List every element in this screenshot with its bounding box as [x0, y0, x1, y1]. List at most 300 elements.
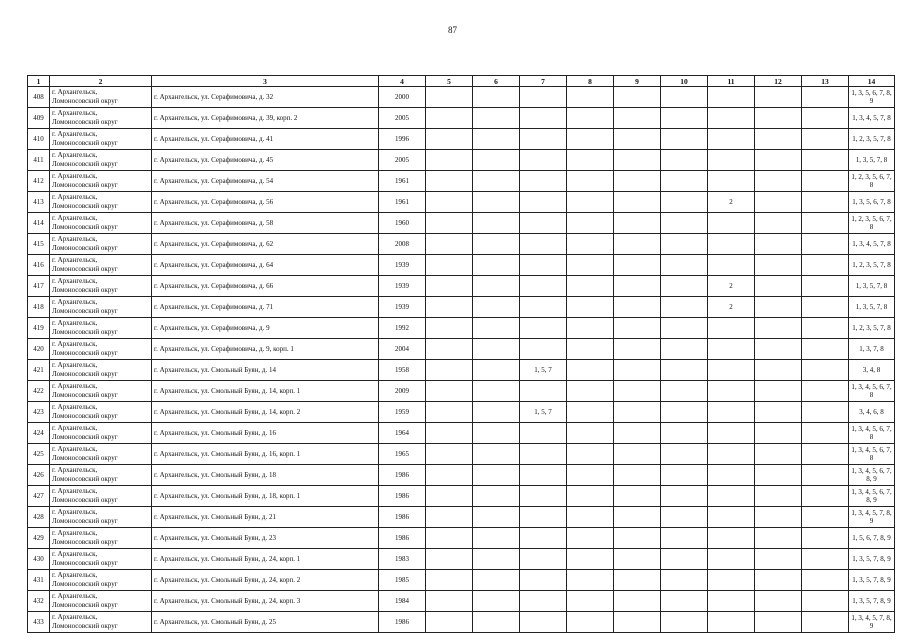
year-cell: 1983 [379, 549, 426, 570]
col11-cell [708, 87, 755, 108]
col13-cell [802, 276, 849, 297]
row-number: 409 [28, 108, 50, 129]
col10-cell [661, 234, 708, 255]
locality-cell [50, 381, 152, 402]
col6-cell [473, 87, 520, 108]
year-cell: 1986 [379, 612, 426, 633]
table-row [28, 360, 895, 381]
col13-cell [802, 255, 849, 276]
col12-cell [755, 507, 802, 528]
column-header-9: 9 [614, 76, 661, 87]
address-cell: г. Архангельск, ул. Серафимовича, д. 56 [152, 192, 379, 213]
col12-cell [755, 591, 802, 612]
year-cell: 2000 [379, 87, 426, 108]
locality-cell [50, 192, 152, 213]
address-cell: г. Архангельск, ул. Смольный Буян, д. 24, корп. 3 [152, 591, 379, 612]
col14-cell: 1, 2, 3, 5, 7, 8 [849, 129, 895, 150]
col13-cell [802, 129, 849, 150]
col8-cell [567, 171, 614, 192]
col14-cell: 1, 2, 3, 5, 6, 7, 8 [849, 213, 895, 234]
col5-cell [426, 213, 473, 234]
col11-cell [708, 612, 755, 633]
col10-cell [661, 570, 708, 591]
row-number: 415 [28, 234, 50, 255]
row-number: 408 [28, 87, 50, 108]
col10-cell [661, 318, 708, 339]
col11-cell: 2 [708, 192, 755, 213]
col6-cell [473, 423, 520, 444]
col5-cell [426, 402, 473, 423]
row-number: 417 [28, 276, 50, 297]
locality-city: г. Архангельск, [52, 297, 98, 306]
table-row [28, 297, 895, 318]
row-number: 431 [28, 570, 50, 591]
col8-cell [567, 339, 614, 360]
locality-cell [50, 297, 152, 318]
year-cell: 2009 [379, 381, 426, 402]
column-header-12: 12 [755, 76, 802, 87]
locality-city: г. Архангельск, [52, 486, 98, 495]
table-row [28, 234, 895, 255]
col13-cell [802, 507, 849, 528]
address-cell: г. Архангельск, ул. Серафимовича, д. 32 [152, 87, 379, 108]
col14-cell: 3, 4, 6, 8 [849, 402, 895, 423]
col9-cell [614, 423, 661, 444]
col10-cell [661, 276, 708, 297]
locality-city: г. Архангельск, [52, 108, 98, 117]
col12-cell [755, 528, 802, 549]
col11-cell [708, 591, 755, 612]
address-cell: г. Архангельск, ул. Смольный Буян, д. 23 [152, 528, 379, 549]
row-number: 433 [28, 612, 50, 633]
locality-cell [50, 255, 152, 276]
table-row [28, 486, 895, 507]
locality-district: Ломоносовский округ [52, 139, 118, 147]
table-row [28, 339, 895, 360]
col5-cell [426, 570, 473, 591]
col13-cell [802, 570, 849, 591]
table-row [28, 612, 895, 633]
address-cell: г. Архангельск, ул. Серафимовича, д. 58 [152, 213, 379, 234]
col5-cell [426, 486, 473, 507]
col6-cell [473, 381, 520, 402]
locality-district: Ломоносовский округ [52, 307, 118, 315]
data-table [27, 75, 895, 633]
col13-cell [802, 444, 849, 465]
col7-cell [520, 423, 567, 444]
col7-cell [520, 465, 567, 486]
table-row [28, 150, 895, 171]
locality-cell [50, 276, 152, 297]
col12-cell [755, 150, 802, 171]
col11-cell [708, 213, 755, 234]
col13-cell [802, 549, 849, 570]
col13-cell [802, 150, 849, 171]
locality-district: Ломоносовский округ [52, 97, 118, 105]
col12-cell [755, 297, 802, 318]
col6-cell [473, 402, 520, 423]
col7-cell [520, 570, 567, 591]
table-row [28, 549, 895, 570]
col14-cell: 1, 3, 4, 5, 6, 7, 8, 9 [849, 465, 895, 486]
locality-cell [50, 234, 152, 255]
col11-cell [708, 129, 755, 150]
col7-cell [520, 87, 567, 108]
col8-cell [567, 381, 614, 402]
locality-cell [50, 129, 152, 150]
col14-cell: 1, 2, 3, 5, 7, 8 [849, 255, 895, 276]
locality-cell [50, 591, 152, 612]
col5-cell [426, 192, 473, 213]
col11-cell [708, 549, 755, 570]
col11-cell [708, 150, 755, 171]
table-row [28, 528, 895, 549]
col10-cell [661, 255, 708, 276]
column-header-2: 2 [50, 76, 152, 87]
col13-cell [802, 486, 849, 507]
locality-district: Ломоносовский округ [52, 286, 118, 294]
col6-cell [473, 192, 520, 213]
col8-cell [567, 591, 614, 612]
col14-cell: 1, 3, 4, 5, 7, 8, 9 [849, 507, 895, 528]
col9-cell [614, 255, 661, 276]
year-cell: 1939 [379, 297, 426, 318]
col7-cell [520, 318, 567, 339]
locality-cell [50, 108, 152, 129]
row-number: 427 [28, 486, 50, 507]
col11-cell [708, 570, 755, 591]
locality-district: Ломоносовский округ [52, 265, 118, 273]
locality-city: г. Архангельск, [52, 360, 98, 369]
col5-cell [426, 171, 473, 192]
year-cell: 2008 [379, 234, 426, 255]
col6-cell [473, 528, 520, 549]
locality-district: Ломоносовский округ [52, 538, 118, 546]
col14-cell: 1, 3, 5, 7, 8, 9 [849, 549, 895, 570]
col6-cell [473, 213, 520, 234]
locality-cell [50, 318, 152, 339]
locality-cell [50, 570, 152, 591]
col10-cell [661, 192, 708, 213]
row-number: 424 [28, 423, 50, 444]
col8-cell [567, 213, 614, 234]
locality-cell [50, 549, 152, 570]
locality-city: г. Архангельск, [52, 192, 98, 201]
col11-cell [708, 360, 755, 381]
col14-cell: 1, 3, 4, 5, 7, 8 [849, 108, 895, 129]
col12-cell [755, 486, 802, 507]
col13-cell [802, 318, 849, 339]
col9-cell [614, 276, 661, 297]
col9-cell [614, 612, 661, 633]
address-cell: г. Архангельск, ул. Серафимовича, д. 66 [152, 276, 379, 297]
address-cell: г. Архангельск, ул. Серафимовича, д. 71 [152, 297, 379, 318]
col8-cell [567, 360, 614, 381]
column-header-7: 7 [520, 76, 567, 87]
col7-cell [520, 591, 567, 612]
row-number: 422 [28, 381, 50, 402]
col8-cell [567, 486, 614, 507]
row-number: 412 [28, 171, 50, 192]
table-row [28, 87, 895, 108]
col5-cell [426, 318, 473, 339]
address-cell: г. Архангельск, ул. Смольный Буян, д. 14, корп. 2 [152, 402, 379, 423]
table-row [28, 276, 895, 297]
col13-cell [802, 591, 849, 612]
col7-cell [520, 276, 567, 297]
col11-cell: 2 [708, 276, 755, 297]
address-cell: г. Архангельск, ул. Смольный Буян, д. 18, корп. 1 [152, 486, 379, 507]
col8-cell [567, 297, 614, 318]
col7-cell [520, 171, 567, 192]
col7-cell [520, 339, 567, 360]
locality-cell [50, 171, 152, 192]
locality-city: г. Архангельск, [52, 465, 98, 474]
column-header-10: 10 [661, 76, 708, 87]
col10-cell [661, 549, 708, 570]
col10-cell [661, 402, 708, 423]
locality-cell [50, 486, 152, 507]
row-number: 428 [28, 507, 50, 528]
col9-cell [614, 402, 661, 423]
col14-cell: 3, 4, 8 [849, 360, 895, 381]
year-cell: 1959 [379, 402, 426, 423]
col13-cell [802, 423, 849, 444]
col10-cell [661, 339, 708, 360]
table-row [28, 402, 895, 423]
year-cell: 1960 [379, 213, 426, 234]
col13-cell [802, 465, 849, 486]
col10-cell [661, 87, 708, 108]
col7-cell: 1, 5, 7 [520, 402, 567, 423]
col5-cell [426, 465, 473, 486]
col14-cell: 1, 5, 6, 7, 8, 9 [849, 528, 895, 549]
col7-cell [520, 297, 567, 318]
col9-cell [614, 549, 661, 570]
column-header-1: 1 [28, 76, 50, 87]
address-cell: г. Архангельск, ул. Смольный Буян, д. 14 [152, 360, 379, 381]
col11-cell [708, 423, 755, 444]
row-number: 411 [28, 150, 50, 171]
col7-cell [520, 381, 567, 402]
col12-cell [755, 129, 802, 150]
col10-cell [661, 297, 708, 318]
table-row [28, 171, 895, 192]
col9-cell [614, 87, 661, 108]
col13-cell [802, 213, 849, 234]
locality-city: г. Архангельск, [52, 234, 98, 243]
address-cell: г. Архангельск, ул. Смольный Буян, д. 18 [152, 465, 379, 486]
year-cell: 1939 [379, 255, 426, 276]
column-header-6: 6 [473, 76, 520, 87]
table-row [28, 129, 895, 150]
col11-cell [708, 381, 755, 402]
col6-cell [473, 549, 520, 570]
col10-cell [661, 171, 708, 192]
col12-cell [755, 360, 802, 381]
col11-cell [708, 486, 755, 507]
locality-cell [50, 444, 152, 465]
year-cell: 1939 [379, 276, 426, 297]
col6-cell [473, 507, 520, 528]
locality-district: Ломоносовский округ [52, 349, 118, 357]
column-header-14: 14 [849, 76, 895, 87]
col9-cell [614, 507, 661, 528]
col14-cell: 1, 3, 4, 5, 6, 7, 8 [849, 423, 895, 444]
col10-cell [661, 129, 708, 150]
col7-cell [520, 192, 567, 213]
col13-cell [802, 339, 849, 360]
locality-city: г. Архангельск, [52, 423, 98, 432]
col6-cell [473, 276, 520, 297]
locality-cell [50, 360, 152, 381]
col6-cell [473, 339, 520, 360]
col5-cell [426, 360, 473, 381]
col10-cell [661, 444, 708, 465]
col13-cell [802, 402, 849, 423]
col8-cell [567, 318, 614, 339]
col12-cell [755, 171, 802, 192]
year-cell: 1961 [379, 192, 426, 213]
locality-district: Ломоносовский округ [52, 244, 118, 252]
col14-cell: 1, 3, 4, 5, 7, 8, 9 [849, 612, 895, 633]
col12-cell [755, 381, 802, 402]
col8-cell [567, 87, 614, 108]
locality-district: Ломоносовский округ [52, 328, 118, 336]
col12-cell [755, 318, 802, 339]
col7-cell [520, 549, 567, 570]
col14-cell: 1, 3, 7, 8 [849, 339, 895, 360]
address-cell: г. Архангельск, ул. Смольный Буян, д. 24, корп. 2 [152, 570, 379, 591]
table-row [28, 381, 895, 402]
locality-cell [50, 150, 152, 171]
locality-district: Ломоносовский округ [52, 412, 118, 420]
column-header-8: 8 [567, 76, 614, 87]
col7-cell [520, 612, 567, 633]
year-cell: 2005 [379, 150, 426, 171]
year-cell: 1985 [379, 570, 426, 591]
col10-cell [661, 150, 708, 171]
table-row [28, 318, 895, 339]
locality-city: г. Архангельск, [52, 339, 98, 348]
col6-cell [473, 297, 520, 318]
table-row [28, 444, 895, 465]
col6-cell [473, 150, 520, 171]
col12-cell [755, 213, 802, 234]
col8-cell [567, 507, 614, 528]
locality-city: г. Архангельск, [52, 381, 98, 390]
row-number: 426 [28, 465, 50, 486]
col9-cell [614, 171, 661, 192]
col14-cell: 1, 3, 5, 7, 8, 9 [849, 591, 895, 612]
col6-cell [473, 486, 520, 507]
locality-city: г. Архангельск, [52, 591, 98, 600]
col5-cell [426, 87, 473, 108]
col8-cell [567, 423, 614, 444]
col11-cell [708, 444, 755, 465]
col5-cell [426, 591, 473, 612]
address-cell: г. Архангельск, ул. Смольный Буян, д. 21 [152, 507, 379, 528]
row-number: 420 [28, 339, 50, 360]
col6-cell [473, 171, 520, 192]
col9-cell [614, 150, 661, 171]
col14-cell: 1, 3, 4, 5, 7, 8 [849, 234, 895, 255]
locality-city: г. Архангельск, [52, 171, 98, 180]
col9-cell [614, 297, 661, 318]
col8-cell [567, 465, 614, 486]
column-header-5: 5 [426, 76, 473, 87]
col8-cell [567, 612, 614, 633]
locality-city: г. Архангельск, [52, 87, 98, 96]
col14-cell: 1, 3, 5, 7, 8 [849, 276, 895, 297]
row-number: 413 [28, 192, 50, 213]
col14-cell: 1, 3, 5, 6, 7, 8, 9 [849, 87, 895, 108]
table-row [28, 591, 895, 612]
locality-city: г. Архангельск, [52, 129, 98, 138]
col5-cell [426, 234, 473, 255]
col7-cell [520, 255, 567, 276]
col11-cell [708, 465, 755, 486]
col13-cell [802, 360, 849, 381]
col13-cell [802, 108, 849, 129]
col12-cell [755, 402, 802, 423]
col5-cell [426, 612, 473, 633]
col5-cell [426, 381, 473, 402]
row-number: 423 [28, 402, 50, 423]
locality-district: Ломоносовский округ [52, 391, 118, 399]
col8-cell [567, 570, 614, 591]
col8-cell [567, 192, 614, 213]
locality-city: г. Архангельск, [52, 570, 98, 579]
address-cell: г. Архангельск, ул. Смольный Буян, д. 16 [152, 423, 379, 444]
locality-district: Ломоносовский округ [52, 580, 118, 588]
locality-city: г. Архангельск, [52, 444, 98, 453]
col12-cell [755, 234, 802, 255]
col10-cell [661, 360, 708, 381]
year-cell: 1986 [379, 507, 426, 528]
col9-cell [614, 528, 661, 549]
col9-cell [614, 129, 661, 150]
locality-district: Ломоносовский округ [52, 181, 118, 189]
row-number: 418 [28, 297, 50, 318]
col14-cell: 1, 3, 5, 6, 7, 8 [849, 192, 895, 213]
col9-cell [614, 339, 661, 360]
col6-cell [473, 108, 520, 129]
col11-cell [708, 234, 755, 255]
col14-cell: 1, 3, 5, 7, 8 [849, 297, 895, 318]
col12-cell [755, 465, 802, 486]
locality-district: Ломоносовский округ [52, 517, 118, 525]
locality-cell [50, 402, 152, 423]
col14-cell: 1, 2, 3, 5, 6, 7, 8 [849, 171, 895, 192]
col6-cell [473, 318, 520, 339]
locality-city: г. Архангельск, [52, 276, 98, 285]
col6-cell [473, 360, 520, 381]
column-header-11: 11 [708, 76, 755, 87]
col7-cell [520, 528, 567, 549]
col11-cell [708, 108, 755, 129]
col7-cell [520, 213, 567, 234]
year-cell: 1986 [379, 465, 426, 486]
locality-city: г. Архангельск, [52, 150, 98, 159]
col5-cell [426, 150, 473, 171]
year-cell: 1964 [379, 423, 426, 444]
col13-cell [802, 234, 849, 255]
col9-cell [614, 234, 661, 255]
locality-district: Ломоносовский округ [52, 202, 118, 210]
col6-cell [473, 612, 520, 633]
locality-city: г. Архангельск, [52, 255, 98, 264]
